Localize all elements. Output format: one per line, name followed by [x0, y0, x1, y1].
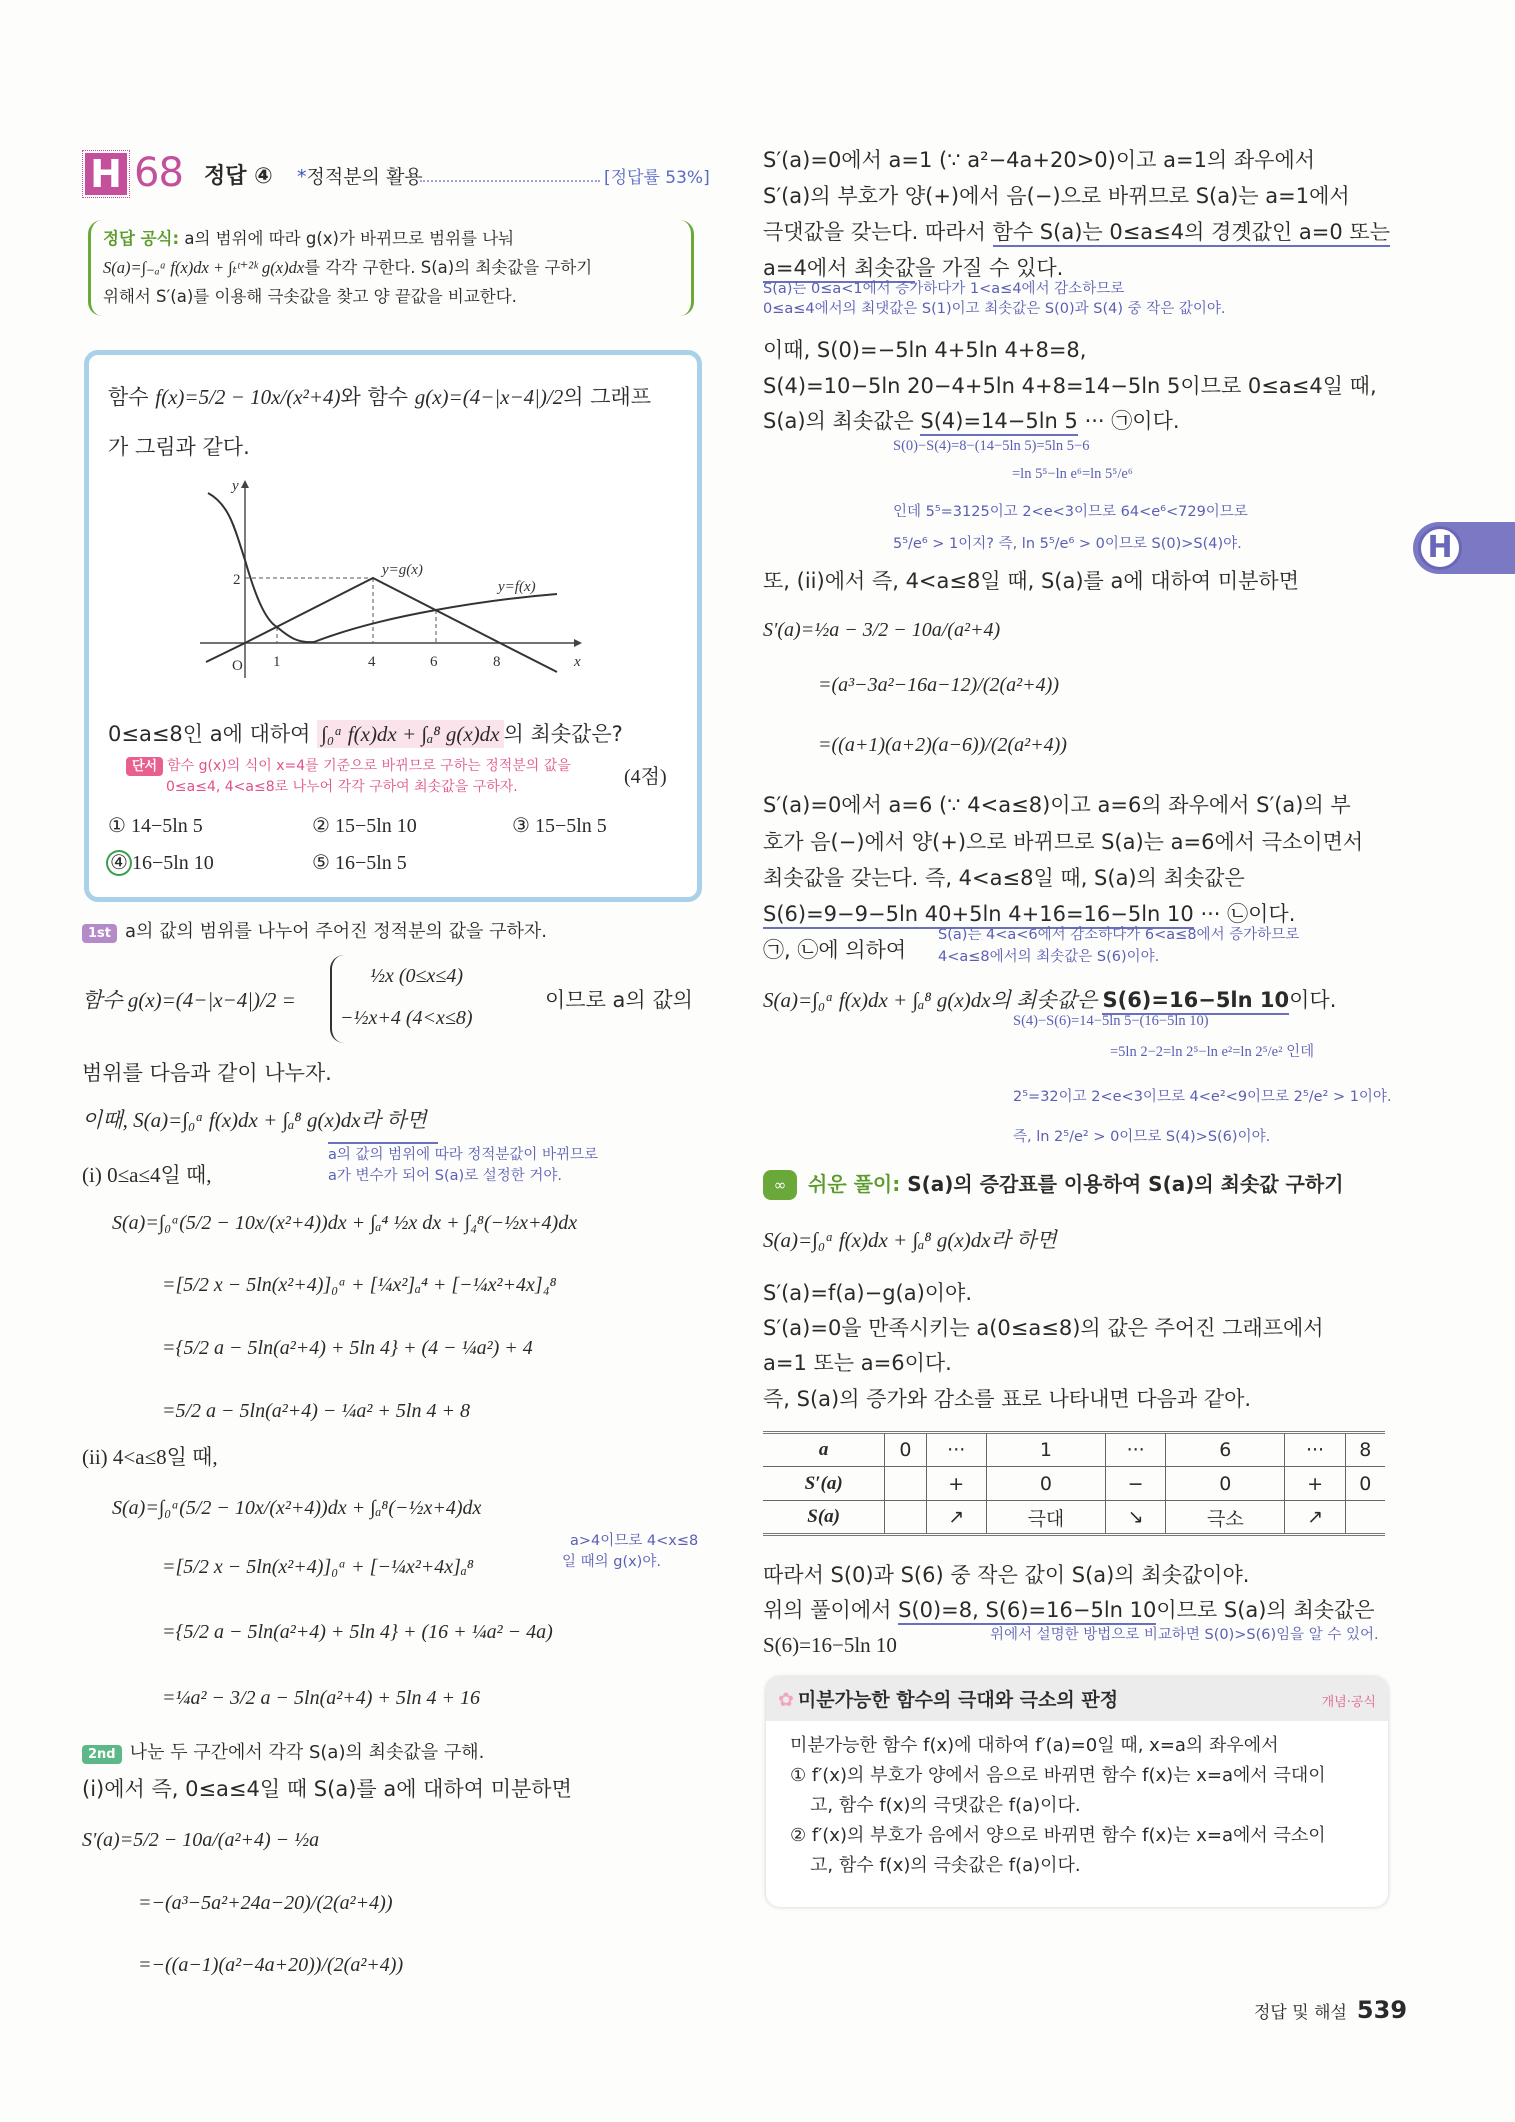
- problem-intro: 함수 f(x)=5/2 − 10x/(x²+4)와 함수 g(x)=(4−|x−4|)/2의 그래프: [108, 385, 652, 409]
- table-row-derivative: S′(a) + 0 − 0 + 0: [763, 1467, 1385, 1501]
- note-b-3: 인데 5⁵=3125이고 2<e<3이므로 64<e⁶<729이므로: [893, 504, 1248, 520]
- increase-decrease-table: [763, 1431, 1385, 1536]
- deriv2-line-1: S′(a)=½a − 3/2 − 10a/(a²+4): [763, 619, 1001, 641]
- correct-rate: [정답률 53%]: [604, 168, 710, 188]
- topic-label: [297, 163, 423, 191]
- binoculars-icon: ∞: [763, 1170, 797, 1200]
- step2-intro: (i)에서 즉, 0≤a≤4일 때 S(a)를 a에 대하여 미분하면: [82, 1777, 572, 1801]
- g-piecewise-pre: 함수 g(x)=(4−|x−4|)/2 =: [82, 988, 296, 1012]
- question-integral: ∫₀ᵃ f(x)dx + ∫ₐ⁸ g(x)dx: [317, 720, 503, 748]
- step2-badge: 2nd: [82, 1745, 122, 1764]
- concept-header: ✿ 미분가능한 함수의 극대와 극소의 판정 개념·공식: [766, 1677, 1388, 1721]
- note-d-4: 즉, ln 2⁵/e² > 0이므로 S(4)>S(6)이야.: [1013, 1129, 1271, 1145]
- p2-line-4: S(6)=9−9−5ln 40+5ln 4+16=16−5ln 10 ··· ㉡이다.: [763, 899, 1295, 929]
- chapter-h-icon[interactable]: H: [1418, 526, 1462, 570]
- choice-3[interactable]: ③ 15−5ln 5: [512, 815, 607, 837]
- case2-note-2: 일 때의 g(x)야.: [562, 1554, 661, 1570]
- g-definition: g(x)=(4−|x−4|)/2: [414, 385, 564, 409]
- step2-heading: 2nd 나눈 두 구간에서 각각 S(a)의 최솟값을 구해.: [82, 1738, 484, 1768]
- note-b-4: 5⁵/e⁶ > 1이지? 즉, ln 5⁵/e⁶ > 0이므로 S(0)>S(4)야.: [893, 536, 1242, 552]
- concept-box: [766, 1677, 1388, 1907]
- note-c-1: S(a)는 4<a<6에서 감소하다가 6<a≤8에서 증가하므로: [938, 927, 1300, 943]
- case2-line-1: S(a)=∫₀ᵃ(5/2 − 10x/(x²+4))dx + ∫ₐ⁸(−½x+4)dx: [112, 1497, 482, 1519]
- note-b-2: =ln 5⁵−ln e⁶=ln 5⁵/e⁶: [1012, 466, 1133, 482]
- define-S: 이때, S(a)=∫₀ᵃ f(x)dx + ∫ₐ⁸ g(x)dx라 하면: [82, 1108, 427, 1132]
- f-definition: f(x)=5/2 − 10x/(x²+4): [155, 385, 341, 409]
- p2-line-2: 호가 음(−)에서 양(+)으로 바뀌므로 S(a)는 a=6에서 극소이면서: [763, 830, 1364, 854]
- choice-5[interactable]: ⑤ 16−5ln 5: [312, 852, 407, 874]
- note-a-2: 0≤a≤4에서의 최댓값은 S(1)이고 최솟값은 S(0)과 S(4) 중 작은 값이야.: [763, 301, 1226, 317]
- g-piecewise-cases: ½x (0≤x≤4) −½x+4 (4<x≤8): [330, 955, 473, 1043]
- case2-line-3: ={5/2 a − 5ln(a²+4) + 5ln 4} + (16 + ¼a² − 4a): [162, 1621, 553, 1643]
- min1-line: S(a)의 최솟값은 S(4)=14−5ln 5 ··· ㉠이다.: [763, 406, 1180, 436]
- note-d-1: S(4)−S(6)=14−5ln 5−(16−5ln 10): [1013, 1013, 1209, 1029]
- hint-line-1: 단서 함수 g(x)의 식이 x=4를 기준으로 바뀌므로 구하는 정적분의 값을: [126, 757, 571, 776]
- deriv2-line-3: =((a+1)(a+2)(a−6))/(2(a²+4)): [818, 734, 1067, 756]
- step1-badge: 1st: [82, 924, 117, 943]
- choice-2[interactable]: ② 15−5ln 10: [312, 815, 417, 837]
- section-badge: H: [85, 153, 127, 195]
- leader-dots: [420, 180, 600, 182]
- p2-line-1: S′(a)=0에서 a=6 (∵ 4<a≤8)이고 a=6의 좌우에서 S′(a)의 부: [763, 793, 1351, 817]
- p1-line-3: 극댓값을 갖는다. 따라서 함수 S(a)는 0≤a≤4의 경곗값인 a=0 또는: [763, 217, 1390, 247]
- svg-text:y: y: [232, 478, 239, 494]
- page-footer: [1254, 1995, 1407, 2028]
- flower-icon: ✿: [778, 1689, 794, 1711]
- deriv1-line-3: =−((a−1)(a²−4a+20))/(2(a²+4)): [138, 1954, 404, 1976]
- p1-line-2: S′(a)의 부호가 양(+)에서 음(−)으로 바뀌므로 S(a)는 a=1에서: [763, 184, 1350, 208]
- svg-text:2: 2: [233, 572, 241, 588]
- choice-4-selected[interactable]: ④ 16−5ln 10: [106, 848, 214, 878]
- formula-line-2: S(a)=∫₋ₐᵃ f(x)dx + ∫ₜᵗ⁺²ᵏ g(x)dx를 각각 구한다. S(a)의 최솟값을 구하기: [103, 258, 593, 277]
- case1-line-4: =5/2 a − 5ln(a²+4) − ¼a² + 5ln 4 + 8: [162, 1400, 470, 1422]
- s0-line: 이때, S(0)=−5ln 4+5ln 4+8=8,: [763, 338, 1087, 362]
- deriv1-line-1: S′(a)=5/2 − 10a/(a²+4) − ½a: [82, 1829, 320, 1851]
- define-note-2: a가 변수가 되어 S(a)로 설정한 거야.: [328, 1168, 563, 1184]
- page-number: 539: [1356, 1996, 1408, 2024]
- svg-text:1: 1: [273, 654, 281, 670]
- final-answer-line: S(a)=∫₀ᵃ f(x)dx + ∫ₐ⁸ g(x)dx의 최솟값은 S(6)=16−5ln 10이다.: [763, 985, 1336, 1015]
- problem-intro-2: 가 그림과 같다.: [108, 435, 250, 459]
- deriv1-line-2: =−(a³−5a²+24a−20)/(2(a²+4)): [138, 1892, 393, 1914]
- function-graph: [180, 470, 600, 690]
- concept-tag: 개념·공식: [1321, 1695, 1376, 1710]
- problem-number: 68: [134, 150, 183, 196]
- points: (4점): [624, 766, 667, 788]
- define-note-1: a의 값의 범위에 따라 정적분값이 바뀌므로: [328, 1147, 599, 1163]
- star-icon: *: [297, 166, 307, 188]
- note-d-2: =5ln 2−2=ln 2⁵−ln e²=ln 2⁵/e² 인데: [1110, 1044, 1315, 1060]
- formula-line-1: 정답 공식: a의 범위에 따라 g(x)가 바뀌므로 범위를 나눠: [103, 229, 515, 248]
- note-d-3: 2⁵=32이고 2<e<3이므로 4<e²<9이므로 2⁵/e² > 1이야.: [1013, 1089, 1392, 1105]
- conclusion-note: 위에서 설명한 방법으로 비교하면 S(0)>S(6)임을 알 수 있어.: [990, 1627, 1379, 1643]
- combine-line: ㉠, ㉡에 의하여: [763, 938, 907, 962]
- svg-text:4: 4: [368, 654, 376, 670]
- easy-line-1: S(a)=∫₀ᵃ f(x)dx + ∫ₐ⁸ g(x)dx라 하면: [763, 1228, 1057, 1252]
- topic-text: 정적분의 활용: [306, 166, 423, 188]
- g-piecewise-post: 이므로 a의 값의: [545, 988, 693, 1012]
- case2-label: (ii) 4<a≤8일 때,: [82, 1445, 218, 1469]
- formula-label: 정답 공식:: [103, 229, 180, 248]
- choice-1[interactable]: ① 14−5ln 5: [108, 815, 203, 837]
- conclusion-2: 위의 풀이에서 S(0)=8, S(6)=16−5ln 10이므로 S(a)의 최솟값은: [763, 1595, 1375, 1625]
- hint-badge: 단서: [126, 757, 163, 776]
- case1-line-1: S(a)=∫₀ᵃ(5/2 − 10x/(x²+4))dx + ∫ₐ⁴ ½x dx + ∫₄⁸(−½x+4)dx: [112, 1212, 578, 1234]
- p1-line-1: S′(a)=0에서 a=1 (∵ a²−4a+20>0)이고 a=1의 좌우에서: [763, 148, 1316, 172]
- case2-line-2: =[5/2 x − 5ln(x²+4)]₀ᵃ + [−¼x²+4x]ₐ⁸: [162, 1556, 474, 1578]
- g-piecewise-post-2: 범위를 다음과 같이 나누자.: [82, 1061, 332, 1085]
- case1-line-3: ={5/2 a − 5ln(a²+4) + 5ln 4} + (4 − ¼a²) + 4: [162, 1337, 533, 1359]
- easy-solution-title: 쉬운 풀이: S(a)의 증감표를 이용하여 S(a)의 최솟값 구하기: [808, 1172, 1344, 1196]
- conclusion-1: 따라서 S(0)과 S(6) 중 작은 값이 S(a)의 최솟값이야.: [763, 1563, 1250, 1587]
- conclusion-3: S(6)=16−5ln 10: [763, 1633, 897, 1657]
- case2-line-4: =¼a² − 3/2 a − 5ln(a²+4) + 5ln 4 + 16: [162, 1687, 480, 1709]
- svg-text:y=g(x): y=g(x): [382, 562, 423, 578]
- svg-text:y=f(x): y=f(x): [498, 579, 536, 595]
- s4-line: S(4)=10−5ln 20−4+5ln 4+8=14−5ln 5이므로 0≤a≤4일 때,: [763, 374, 1377, 398]
- table-row-function: S(a) ↗ 극대 ↘ 극소 ↗: [763, 1501, 1385, 1535]
- case1-line-2: =[5/2 x − 5ln(x²+4)]₀ᵃ + [¼x²]ₐ⁴ + [−¼x²+4x]₄⁸: [162, 1274, 557, 1296]
- formula-box: [88, 220, 694, 316]
- p2-line-3: 최솟값을 갖는다. 즉, 4<a≤8일 때, S(a)의 최솟값은: [763, 866, 1245, 890]
- easy-line-3: S′(a)=0을 만족시키는 a(0≤a≤8)의 값은 주어진 그래프에서: [763, 1316, 1324, 1340]
- answer-circle-icon: ④: [106, 850, 132, 876]
- case1-label: (i) 0≤a≤4일 때,: [82, 1163, 212, 1187]
- svg-text:O: O: [232, 658, 243, 674]
- easy-line-2: S′(a)=f(a)−g(a)이야.: [763, 1281, 973, 1305]
- note-c-2: 4<a≤8에서의 최솟값은 S(6)이야.: [938, 949, 1160, 965]
- p1-line-4: a=4에서 최솟값을 가질 수 있다.: [763, 253, 1063, 283]
- deriv2-line-2: =(a³−3a²−16a−12)/(2(a²+4)): [818, 674, 1059, 696]
- answer-label: 정답 ④: [204, 164, 273, 189]
- formula-line-3: 위해서 S′(a)를 이용해 극솟값을 찾고 양 끝값을 비교한다.: [103, 287, 517, 306]
- svg-text:x: x: [574, 654, 581, 670]
- table-row-a: a 0 ··· 1 ··· 6 ··· 8: [763, 1433, 1385, 1467]
- note-b-1: S(0)−S(4)=8−(14−5ln 5)=5ln 5−6: [893, 438, 1090, 454]
- underline-mark: [328, 1142, 438, 1144]
- footer-section: 정답 및 해설: [1254, 2003, 1347, 2023]
- svg-text:6: 6: [430, 654, 438, 670]
- hint-line-2: 0≤a≤4, 4<a≤8로 나누어 각각 구하여 최솟값을 구하자.: [166, 779, 518, 795]
- ii-intro: 또, (ii)에서 즉, 4<a≤8일 때, S(a)를 a에 대하여 미분하면: [763, 569, 1300, 593]
- easy-line-5: 즉, S(a)의 증가와 감소를 표로 나타내면 다음과 같아.: [763, 1387, 1252, 1411]
- step1-heading: 1st a의 값의 범위를 나누어 주어진 정적분의 값을 구하자.: [82, 917, 547, 947]
- svg-text:8: 8: [493, 654, 501, 670]
- question-text: 0≤a≤8인 a에 대하여 ∫₀ᵃ f(x)dx + ∫ₐ⁸ g(x)dx 의 최솟값은?: [108, 722, 623, 746]
- easy-line-4: a=1 또는 a=6이다.: [763, 1351, 952, 1375]
- note-a-1: S(a)는 0≤a<1에서 증가하다가 1<a≤4에서 감소하므로: [763, 281, 1125, 297]
- concept-body: 미분가능한 함수 f(x)에 대하여 f′(a)=0일 때, x=a의 좌우에서 ① f′(x)의 부호가 양에서 음으로 바뀌면 함수 f(x)는 x=a에서 극대이 고, 함수 f(x)의 극댓값은 f(a)이다. ② f′(x)의 부호가 음에서 양으로 바뀌면 함수 f(x)는 x=a에서 극소이 고, 함수 f(x)의 극솟값은 f(a)이다.: [790, 1735, 1326, 1876]
- case2-note-1: a>4이므로 4<x≤8: [570, 1533, 699, 1549]
